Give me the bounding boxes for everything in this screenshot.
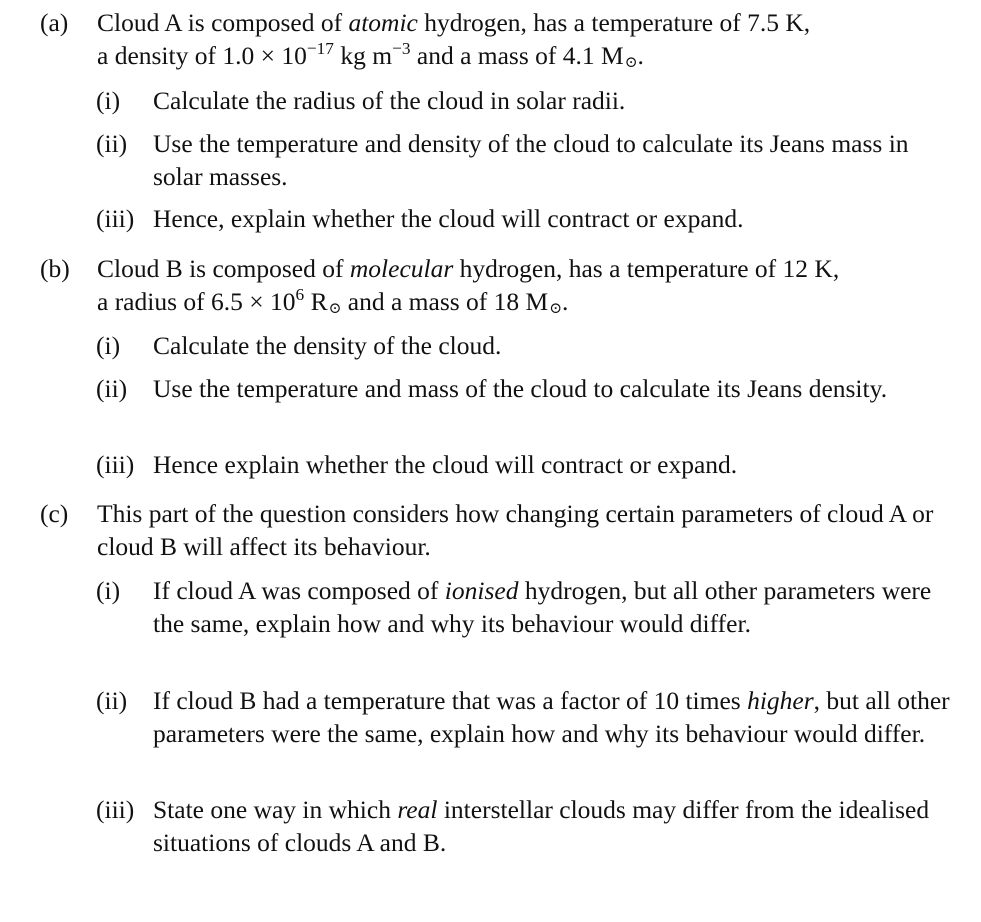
- part-b-sub-ii: (ii) Use the temperature and mass of the cloud to calculate its Jeans density.: [96, 374, 888, 403]
- part-b-sub-iii: (iii) Hence explain whether the cloud will contract or expand.: [96, 450, 738, 479]
- part-b-label: (b): [40, 254, 70, 283]
- sun-symbol: ⊙: [624, 54, 638, 72]
- part-c-sub-iii: (iii) State one way in which real interstellar clouds may differ from the idealised situations of clouds A and B.: [96, 795, 930, 857]
- part-a-sub-ii: (ii) Use the temperature and density of the cloud to calculate its Jeans mass in solar masses.: [96, 129, 909, 191]
- part-c: [40, 497, 960, 563]
- sun-symbol: ⊙: [549, 300, 563, 318]
- part-b: [40, 252, 960, 322]
- part-a: [40, 6, 960, 76]
- part-b-sub-i: (i) Calculate the density of the cloud.: [96, 331, 502, 360]
- part-a-sub-iii: (iii) Hence, explain whether the cloud will contract or expand.: [96, 204, 744, 233]
- part-a-text: Cloud A is composed of atomic hydrogen, has a temperature of 7.5 K, a density of $1.0 \times 10^{-17}$ kg $m^{-3}$ and a mass of 4.1 M⊙.: [97, 8, 811, 72]
- part-c-sub-i: (i) If cloud A was composed of ionised hydrogen, but all other parameters were the same, explain how and why its behaviour would differ.: [96, 576, 932, 638]
- part-a-label: (a): [40, 8, 69, 37]
- part-c-sub-ii: (ii) If cloud B had a temperature that was a factor of 10 times higher, but all other parameters were the same, explain how and why its behaviour would differ.: [96, 686, 950, 748]
- sun-symbol: ⊙: [328, 300, 342, 318]
- part-c-text: This part of the question considers how changing certain parameters of cloud A or cloud B will affect its behaviour.: [97, 499, 934, 561]
- part-c-label: (c): [40, 499, 69, 528]
- part-a-sub-i: (i) Calculate the radius of the cloud in solar radii.: [96, 86, 626, 115]
- part-b-text: Cloud B is composed of molecular hydrogen, has a temperature of 12 K, a radius of $6.5 \times 10^6$ R⊙ and a mass of 18 M⊙.: [97, 254, 840, 318]
